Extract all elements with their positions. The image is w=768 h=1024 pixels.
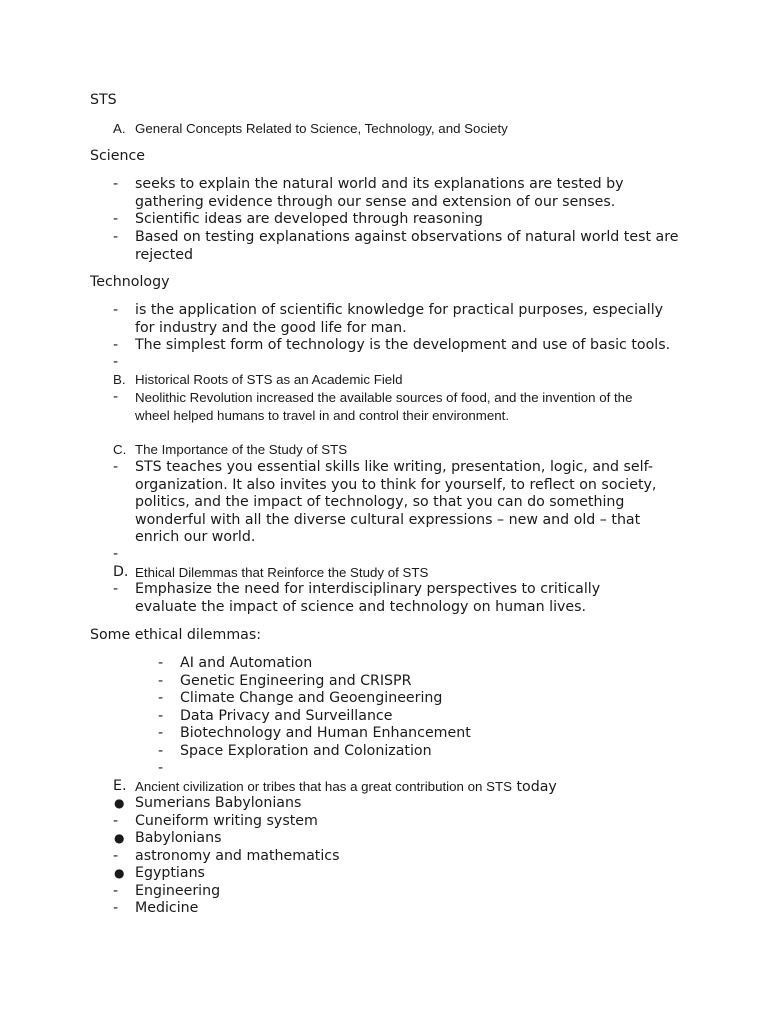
dilemma-item bbox=[158, 743, 740, 761]
science-item bbox=[113, 211, 680, 229]
contribution-item bbox=[113, 848, 695, 866]
dilemma-item bbox=[158, 655, 740, 673]
dash-marker: - bbox=[113, 813, 119, 829]
dilemmas-heading: Some ethical dilemmas: bbox=[90, 627, 262, 643]
dash-marker: - bbox=[158, 760, 164, 776]
civilization-name: Babylonians bbox=[135, 830, 222, 846]
dilemma-item-text: Genetic Engineering and CRISPR bbox=[180, 673, 412, 689]
dilemma-item bbox=[158, 690, 740, 708]
science-item-text: Based on testing explanations against observations of natural world test are rejected bbox=[135, 229, 679, 263]
dash-marker: - bbox=[158, 725, 164, 741]
dash-marker: - bbox=[113, 883, 119, 899]
science-item-text: seeks to explain the natural world and its explanations are tested by gathering evidence through our sense and extension of our senses. bbox=[135, 176, 624, 210]
dilemma-item-text: Climate Change and Geoengineering bbox=[180, 690, 443, 706]
contribution-text: Medicine bbox=[135, 900, 199, 916]
section-e-text bbox=[135, 778, 557, 797]
science-item bbox=[113, 176, 680, 211]
dash-marker: - bbox=[113, 211, 119, 227]
dilemma-item-text: AI and Automation bbox=[180, 655, 313, 671]
dilemma-item-text: Space Exploration and Colonization bbox=[180, 743, 432, 759]
section-a-letter: A. bbox=[113, 121, 126, 136]
technology-item-text: is the application of scientific knowledge for practical purposes, especially for industry and the good life for man. bbox=[135, 302, 664, 336]
dash-marker: - bbox=[113, 337, 119, 353]
section-e-letter: E. bbox=[113, 778, 127, 794]
dash-marker: - bbox=[158, 690, 164, 706]
civilization-name: Egyptians bbox=[135, 865, 205, 881]
contribution-text: astronomy and mathematics bbox=[135, 848, 340, 864]
dash-marker: - bbox=[113, 900, 119, 916]
dilemma-item bbox=[158, 673, 740, 691]
dash-marker: - bbox=[113, 229, 119, 245]
section-c-item-text: STS teaches you essential skills like writing, presentation, logic, and self-organization. It also invites you to think for yourself, to reflect on society, politics, and the impact of technology, so that you can do something wonderful with all the diverse cultural expressions – new and old – that enrich our world. bbox=[135, 459, 657, 545]
civilization-item bbox=[114, 795, 695, 813]
section-d-letter: D. bbox=[113, 564, 129, 580]
section-b-item-text: Neolithic Revolution increased the available sources of food, and the invention of the wheel helped humans to travel in and control their environment. bbox=[135, 390, 633, 423]
science-heading: Science bbox=[90, 148, 145, 164]
civilization-item bbox=[114, 865, 695, 883]
dash-marker: - bbox=[113, 546, 119, 562]
section-a-text: General Concepts Related to Science, Technology, and Society bbox=[135, 121, 508, 136]
contribution-text: Cuneiform writing system bbox=[135, 813, 318, 829]
dilemma-item-text: Data Privacy and Surveillance bbox=[180, 708, 393, 724]
section-e-text-tail: today bbox=[511, 779, 557, 795]
dash-marker: - bbox=[158, 708, 164, 724]
technology-item bbox=[113, 302, 683, 337]
section-d-item-text: Emphasize the need for interdisciplinary perspectives to critically evaluate the impact of science and technology on human lives. bbox=[135, 581, 601, 615]
section-c-item bbox=[113, 459, 683, 547]
contribution-item bbox=[113, 813, 695, 831]
civilization-name: Sumerians Babylonians bbox=[135, 795, 302, 811]
dash-marker: - bbox=[158, 743, 164, 759]
dilemma-item-text: Biotechnology and Human Enhancement bbox=[180, 725, 471, 741]
science-item-text: Scientific ideas are developed through reasoning bbox=[135, 211, 483, 227]
dash-marker: - bbox=[113, 176, 119, 192]
dash-marker: - bbox=[113, 581, 119, 597]
dash-marker: - bbox=[113, 354, 119, 370]
section-c-letter: C. bbox=[113, 442, 127, 457]
dash-marker: - bbox=[113, 459, 119, 475]
contribution-item bbox=[113, 900, 695, 918]
dash-marker: - bbox=[113, 389, 119, 405]
document-title: STS bbox=[90, 92, 117, 108]
technology-item-text: The simplest form of technology is the development and use of basic tools. bbox=[135, 337, 671, 353]
dash-marker: - bbox=[158, 673, 164, 689]
technology-heading: Technology bbox=[90, 274, 170, 290]
section-c-text: The Importance of the Study of STS bbox=[135, 442, 348, 457]
contribution-text: Engineering bbox=[135, 883, 221, 899]
contribution-item bbox=[113, 883, 695, 901]
dash-marker: - bbox=[113, 302, 119, 318]
dilemma-item bbox=[158, 708, 740, 726]
section-b-letter: B. bbox=[113, 372, 126, 387]
bullet-marker: ● bbox=[114, 796, 125, 810]
bullet-marker: ● bbox=[114, 831, 125, 845]
bullet-marker: ● bbox=[114, 866, 125, 880]
section-d-text: Ethical Dilemmas that Reinforce the Study of STS bbox=[135, 565, 429, 580]
section-b-item bbox=[113, 389, 665, 424]
science-item bbox=[113, 229, 680, 264]
section-d-item bbox=[113, 581, 665, 616]
dilemma-item bbox=[158, 725, 740, 743]
civilization-item bbox=[114, 830, 695, 848]
technology-item bbox=[113, 337, 695, 355]
section-e-text-main: Ancient civilization or tribes that has a great contribution on STS bbox=[135, 779, 512, 794]
dash-marker: - bbox=[113, 848, 119, 864]
dash-marker: - bbox=[158, 655, 164, 671]
section-b-text: Historical Roots of STS as an Academic Field bbox=[135, 372, 403, 387]
